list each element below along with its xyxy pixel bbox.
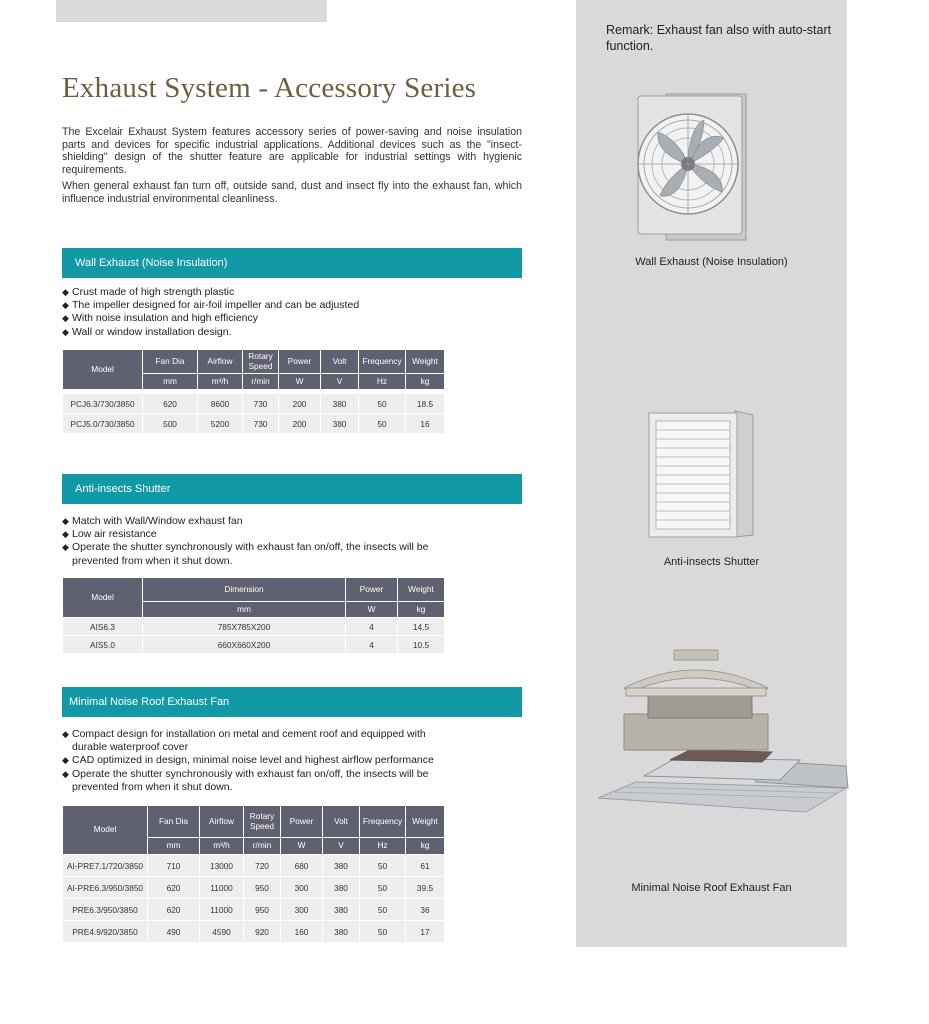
table-cell: 380 bbox=[323, 877, 360, 899]
top-decor-bar bbox=[56, 0, 327, 22]
table-cell: 4 bbox=[346, 618, 398, 636]
table-cell: 730 bbox=[243, 394, 279, 414]
table-cell: 500 bbox=[143, 414, 198, 434]
list-item: ◆ With noise insulation and high efficiency bbox=[62, 312, 259, 325]
diamond-bullet-icon: ◆ bbox=[62, 755, 69, 766]
column-header: Weight bbox=[406, 350, 445, 374]
unit-header: Hz bbox=[359, 374, 406, 390]
column-header: Model bbox=[63, 806, 148, 855]
column-header: Airflow bbox=[200, 806, 244, 838]
table-cell: 950 bbox=[244, 899, 281, 921]
feature-list-wall-exhaust bbox=[62, 286, 522, 339]
table-cell: AI-PRE6.3/950/3850 bbox=[63, 877, 148, 899]
table-cell: 11000 bbox=[200, 899, 244, 921]
diamond-bullet-icon: ◆ bbox=[62, 542, 69, 553]
diamond-bullet-icon: ◆ bbox=[62, 313, 69, 324]
table-row bbox=[63, 877, 445, 899]
column-header: Model bbox=[63, 350, 143, 390]
diamond-bullet-icon: ◆ bbox=[62, 326, 69, 337]
section-heading-label: Wall Exhaust (Noise Insulation) bbox=[75, 257, 228, 269]
unit-header: mm bbox=[143, 374, 198, 390]
table-cell: 710 bbox=[148, 855, 200, 877]
unit-header: W bbox=[346, 602, 398, 618]
column-header: Power bbox=[279, 350, 321, 374]
table-cell: 50 bbox=[360, 899, 406, 921]
table-cell: 5200 bbox=[198, 414, 243, 434]
unit-header: Hz bbox=[360, 838, 406, 855]
table-cell: 660X660X200 bbox=[143, 636, 346, 654]
table-cell: PCJ5.0/730/3850 bbox=[63, 414, 143, 434]
table-cell: 61 bbox=[406, 855, 445, 877]
wall-exhaust-caption: Wall Exhaust (Noise Insulation) bbox=[635, 256, 788, 268]
table-cell: 16 bbox=[406, 414, 445, 434]
table-cell: 380 bbox=[321, 394, 359, 414]
diamond-bullet-icon: ◆ bbox=[62, 300, 69, 311]
table-cell: 920 bbox=[244, 921, 281, 943]
list-item: ◆ Low air resistance bbox=[62, 528, 157, 541]
unit-header: V bbox=[321, 374, 359, 390]
table-row bbox=[63, 414, 445, 434]
table-cell: 200 bbox=[279, 394, 321, 414]
roof-exhaust-fan-image bbox=[596, 648, 854, 826]
column-header: Weight bbox=[398, 578, 445, 602]
unit-header: r/min bbox=[243, 374, 279, 390]
table-cell: 50 bbox=[359, 394, 406, 414]
column-header: Rotary Speed bbox=[243, 350, 279, 374]
table-cell: 18.5 bbox=[406, 394, 445, 414]
unit-header: mm bbox=[143, 602, 346, 618]
diamond-bullet-icon: ◆ bbox=[62, 729, 69, 739]
table-cell: 380 bbox=[323, 899, 360, 921]
table-cell: 620 bbox=[148, 877, 200, 899]
section-heading-label: Anti-insects Shutter bbox=[75, 483, 171, 495]
list-item: ◆ Match with Wall/Window exhaust fan bbox=[62, 515, 243, 527]
list-item: ◆ Operate the shutter synchronously with exhaust fan on/off, the insects will be prevented from when it shut down. bbox=[62, 541, 429, 567]
table-cell: 4590 bbox=[200, 921, 244, 943]
column-header: Volt bbox=[321, 350, 359, 374]
list-item: ◆ Compact design for installation on metal and cement roof and equipped with durable waterproof cover bbox=[62, 728, 426, 754]
table-cell: 490 bbox=[148, 921, 200, 943]
roof-fan-caption: Minimal Noise Roof Exhaust Fan bbox=[631, 882, 792, 894]
table-cell: 300 bbox=[281, 877, 323, 899]
table-cell: 720 bbox=[244, 855, 281, 877]
table-cell: PRE6.3/950/3850 bbox=[63, 899, 148, 921]
unit-header: kg bbox=[406, 838, 445, 855]
table-cell: AI-PRE7.1/720/3850 bbox=[63, 855, 148, 877]
table-row bbox=[63, 618, 445, 636]
table-cell: 17 bbox=[406, 921, 445, 943]
shutter-caption: Anti-insects Shutter bbox=[663, 556, 760, 568]
table-cell: 50 bbox=[360, 921, 406, 943]
table-row bbox=[63, 899, 445, 921]
table-cell: 36 bbox=[406, 899, 445, 921]
diamond-bullet-icon: ◆ bbox=[62, 287, 69, 297]
column-header: Fan Dia bbox=[143, 350, 198, 374]
table-cell: 160 bbox=[281, 921, 323, 943]
table-cell: 8600 bbox=[198, 394, 243, 414]
table-row bbox=[63, 394, 445, 414]
intro-text bbox=[62, 126, 522, 210]
list-item: ◆ Wall or window installation design. bbox=[62, 325, 232, 338]
column-header: Model bbox=[63, 578, 143, 618]
column-header: Dimension bbox=[143, 578, 346, 602]
section-heading-shutter bbox=[62, 474, 522, 504]
column-header: Weight bbox=[406, 806, 445, 838]
unit-header: m³/h bbox=[198, 374, 243, 390]
feature-list-shutter bbox=[62, 515, 522, 568]
unit-header: V bbox=[323, 838, 360, 855]
intro-paragraph: The Excelair Exhaust System features accessory series of power-saving and noise insulation parts and devices for specific industrial applications. Additional devices such as the "insect-shielding" design of the shutter feature are applicable for industrial settings with hygienic requirements. bbox=[62, 126, 522, 176]
table-cell: 4 bbox=[346, 636, 398, 654]
table-row bbox=[63, 921, 445, 943]
list-item: ◆ CAD optimized in design, minimal noise level and highest airflow performance bbox=[62, 754, 434, 767]
column-header: Frequency bbox=[359, 350, 406, 374]
table-cell: 13000 bbox=[200, 855, 244, 877]
section-heading-wall-exhaust bbox=[62, 248, 522, 278]
column-header: Fan Dia bbox=[148, 806, 200, 838]
table-cell: 39.5 bbox=[406, 877, 445, 899]
table-cell: 730 bbox=[243, 414, 279, 434]
table-cell: 950 bbox=[244, 877, 281, 899]
table-cell: AIS6.3 bbox=[63, 618, 143, 636]
unit-header: r/min bbox=[244, 838, 281, 855]
list-item: ◆ The impeller designed for air-foil impeller and can be adjusted bbox=[62, 299, 360, 312]
column-header: Rotary Speed bbox=[244, 806, 281, 838]
spec-table-shutter bbox=[62, 577, 445, 654]
section-heading-roof-fan bbox=[62, 687, 522, 717]
column-header: Power bbox=[281, 806, 323, 838]
table-cell: 680 bbox=[281, 855, 323, 877]
table-cell: 50 bbox=[359, 414, 406, 434]
table-cell: 785X785X200 bbox=[143, 618, 346, 636]
spec-table-wall-exhaust bbox=[62, 349, 445, 434]
diamond-bullet-icon: ◆ bbox=[62, 529, 69, 540]
wall-exhaust-fan-image bbox=[636, 92, 748, 242]
unit-header: W bbox=[279, 374, 321, 390]
unit-header: m³/h bbox=[200, 838, 244, 855]
page-title: Exhaust System - Accessory Series bbox=[62, 72, 477, 104]
list-item: ◆ Operate the shutter synchronously with exhaust fan on/off, the insects will be prevented from when it shut down. bbox=[62, 767, 429, 793]
table-cell: 380 bbox=[323, 921, 360, 943]
table-row bbox=[63, 855, 445, 877]
table-cell: 14.5 bbox=[398, 618, 445, 636]
diamond-bullet-icon: ◆ bbox=[62, 768, 69, 779]
table-cell: 620 bbox=[143, 394, 198, 414]
spec-table-roof-fan bbox=[62, 805, 445, 943]
table-cell: PCJ6.3/730/3850 bbox=[63, 394, 143, 414]
anti-insects-shutter-image bbox=[647, 409, 757, 539]
column-header: Frequency bbox=[360, 806, 406, 838]
table-cell: 380 bbox=[323, 855, 360, 877]
section-heading-label: Minimal Noise Roof Exhaust Fan bbox=[69, 696, 230, 708]
table-cell: 50 bbox=[360, 855, 406, 877]
table-cell: 11000 bbox=[200, 877, 244, 899]
table-cell: 50 bbox=[360, 877, 406, 899]
list-item: ◆ Crust made of high strength plastic bbox=[62, 286, 235, 298]
feature-list-roof-fan bbox=[62, 728, 522, 794]
table-cell: 380 bbox=[321, 414, 359, 434]
table-row bbox=[63, 636, 445, 654]
table-cell: PRE4.9/920/3850 bbox=[63, 921, 148, 943]
diamond-bullet-icon: ◆ bbox=[62, 516, 69, 526]
unit-header: kg bbox=[406, 374, 445, 390]
table-cell: 300 bbox=[281, 899, 323, 921]
table-cell: AIS5.0 bbox=[63, 636, 143, 654]
unit-header: W bbox=[281, 838, 323, 855]
column-header: Power bbox=[346, 578, 398, 602]
column-header: Airflow bbox=[198, 350, 243, 374]
table-cell: 620 bbox=[148, 899, 200, 921]
table-cell: 200 bbox=[279, 414, 321, 434]
remark-text: Remark: Exhaust fan also with auto-start function. bbox=[606, 23, 832, 53]
column-header: Volt bbox=[323, 806, 360, 838]
intro-paragraph: When general exhaust fan turn off, outside sand, dust and insect fly into the exhaust fan, which influence industrial environmental cleanliness. bbox=[62, 180, 522, 205]
table-cell: 10.5 bbox=[398, 636, 445, 654]
unit-header: mm bbox=[148, 838, 200, 855]
unit-header: kg bbox=[398, 602, 445, 618]
